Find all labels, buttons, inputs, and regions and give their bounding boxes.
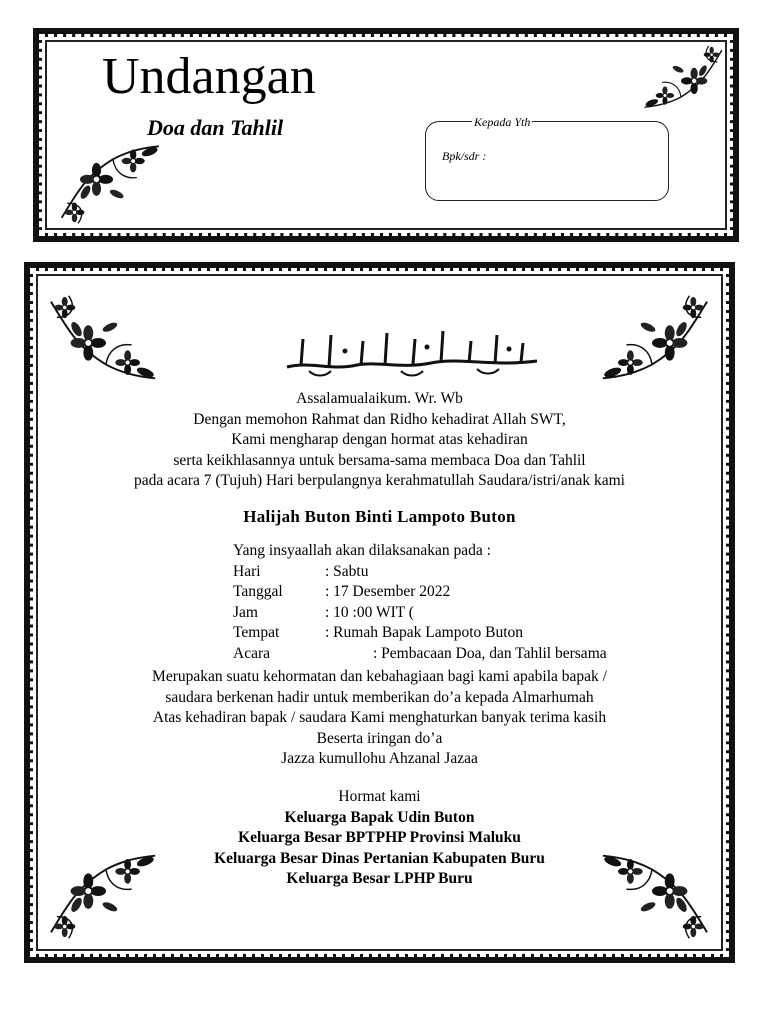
schedule-value: : 17 Desember 2022 [325,583,451,600]
schedule-value: : Sabtu [325,562,369,580]
header-card [33,28,739,242]
bismillah-calligraphy-icon [281,327,545,379]
floral-corner-icon [47,291,165,387]
recipient-field-label: Bpk/sdr : [442,149,487,163]
schedule-row-tanggal [233,582,491,603]
family-name: Keluarga Besar LPHP Buru [286,870,473,887]
schedule-row-hari [233,562,491,583]
schedule-row-tempat [233,623,524,644]
schedule-value: : 10 :00 WIT ( [325,603,414,621]
schedule-label: Tempat [233,624,280,641]
schedule-row-jam [233,603,491,624]
closing-paragraph [33,667,726,770]
invitation-card [24,262,735,963]
closing-line: Merupakan suatu kehormatan dan kebahagiaan bagi kami apabila bapak / [152,668,607,685]
greeting-paragraph [33,389,726,492]
schedule-label: Acara [233,644,270,662]
schedule-intro: Yang insyaallah akan dilaksanakan pada : [233,542,491,559]
closing-line: Jazza kumullohu Ahzanal Jazaa [281,750,478,767]
greeting-line: serta keikhlasannya untuk bersama-sama membaca Doa dan Tahlil [173,451,586,469]
schedule-value: : Rumah Bapak Lampoto Buton [325,624,524,641]
schedule-label: Hari [233,562,261,580]
schedule-block [233,541,607,664]
signature-block [33,787,726,890]
greeting-line: Kami mengharap dengan hormat atas kehadiran [231,431,528,448]
closing-line: Atas kehadiran bapak / saudara Kami menghaturkan banyak terima kasih [152,709,607,726]
greeting-line: Assalamualaikum. Wr. Wb [296,390,463,407]
schedule-label: Tanggal [233,583,283,600]
closing-line: saudara berkenan hadir untuk memberikan do’a kepada Almarhumah [165,688,594,706]
deceased-name: Halijah Buton Binti Lampoto Buton [243,507,516,526]
greeting-line: pada acara 7 (Tujuh) Hari berpulangnya kerahmatullah Saudara/istri/anak kami [134,472,625,489]
schedule-row-acara [233,644,607,665]
floral-corner-icon [632,43,730,113]
family-name: Keluarga Bapak Udin Buton [284,808,475,826]
family-name: Keluarga Besar Dinas Pertanian Kabupaten Buru [214,849,545,867]
family-name: Keluarga Besar BPTPHP Provinsi Maluku [238,829,521,846]
page-subtitle: Doa dan Tahlil [147,115,284,140]
closing-line: Beserta iringan do’a [316,729,443,747]
floral-corner-icon [58,137,168,229]
sign-off: Hormat kami [338,788,421,805]
greeting-line: Dengan memohon Rahmat dan Ridho kehadirat Allah SWT, [193,410,566,428]
recipient-label: Kepada Yth [474,115,531,129]
page-title: Undangan [102,48,316,105]
schedule-value: : Pembacaan Doa, dan Tahlil bersama [373,644,607,662]
floral-corner-icon [593,291,711,387]
schedule-label: Jam [233,603,258,621]
